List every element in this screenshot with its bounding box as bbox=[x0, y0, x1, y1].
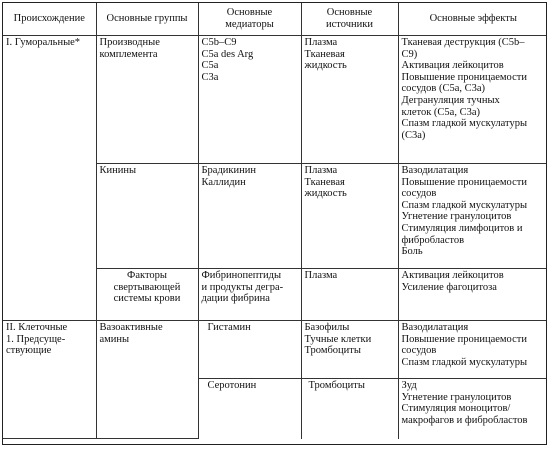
mediators-cell bbox=[198, 164, 301, 269]
mediators-cell bbox=[198, 379, 301, 439]
group-cell bbox=[96, 321, 198, 439]
mediator-line: C5a des Arg bbox=[201, 48, 254, 60]
mediators-cell bbox=[198, 269, 301, 321]
effect-line: Боль bbox=[401, 246, 423, 258]
effects-cell bbox=[398, 269, 547, 321]
effect-line: Активация лейкоцитов bbox=[401, 60, 504, 72]
source-line: Плазма bbox=[304, 37, 338, 48]
source-line: Плазма bbox=[304, 270, 338, 281]
sources-cell bbox=[301, 379, 398, 439]
group-line: комплемента bbox=[99, 48, 158, 60]
header-mediators-text: Основные медиаторы bbox=[225, 7, 274, 30]
group-line: Факторы bbox=[127, 270, 167, 281]
sources-cell bbox=[301, 164, 398, 269]
mediator-line: C5b–C9 bbox=[201, 37, 237, 48]
effect-line: Стимуляция моноцитов/ bbox=[401, 403, 511, 415]
effect-line: Зуд bbox=[401, 380, 417, 391]
source-line: жидкость bbox=[304, 188, 347, 200]
header-mediators bbox=[198, 3, 301, 36]
origin-text: I. Гуморальные* bbox=[6, 37, 81, 48]
effect-line: Угнетение гранулоцитов bbox=[401, 391, 512, 403]
effect-line: Повышение проницаемости bbox=[401, 176, 527, 188]
mediator-line: дации фибрина bbox=[201, 293, 270, 305]
effect-line: Усиление фагоцитоза bbox=[401, 281, 497, 293]
group-line: Вазоактивные bbox=[99, 322, 163, 333]
header-groups-text: Основные группы bbox=[106, 13, 188, 25]
effect-line: Повышение проницаемости bbox=[401, 333, 527, 345]
source-line: жидкость bbox=[304, 60, 347, 72]
sources-cell bbox=[301, 269, 398, 321]
effect-line: Тканевая деструкция (C5b– bbox=[401, 37, 525, 48]
effect-line: сосудов bbox=[401, 345, 437, 357]
header-row bbox=[3, 3, 547, 36]
group-cell bbox=[96, 164, 198, 269]
effect-line: Повышение проницаемости bbox=[401, 71, 527, 83]
effect-line: Угнетение гранулоцитов bbox=[401, 211, 512, 223]
effect-line: фибробластов bbox=[401, 234, 465, 246]
effect-line: клеток (C5a, C3a) bbox=[401, 106, 480, 118]
header-sources-text: Основные источники bbox=[326, 7, 373, 30]
origin-line: 1. Предсуще- bbox=[6, 333, 66, 345]
group-cell bbox=[96, 269, 198, 321]
effect-line: Стимуляция лимфоцитов и bbox=[401, 222, 523, 234]
table-frame bbox=[2, 2, 547, 445]
mediators-table bbox=[3, 3, 547, 439]
origin-cell-humoral bbox=[3, 36, 96, 321]
group-line: амины bbox=[99, 333, 130, 345]
effect-line: сосудов bbox=[401, 188, 437, 200]
mediator-line: C5a bbox=[201, 60, 219, 72]
table-row bbox=[3, 321, 547, 379]
origin-cell-cellular bbox=[3, 321, 96, 439]
source-line: Тучные клетки bbox=[304, 333, 372, 345]
effect-line: Активация лейкоцитов bbox=[401, 270, 504, 281]
mediator-line: Каллидин bbox=[201, 176, 246, 188]
mediator-line: C3a bbox=[201, 71, 219, 83]
mediator-line: Фибринопептиды bbox=[201, 270, 281, 281]
header-sources bbox=[301, 3, 398, 36]
effect-line: Спазм гладкой мускулатуры bbox=[401, 199, 528, 211]
header-groups bbox=[96, 3, 198, 36]
effects-cell bbox=[398, 164, 547, 269]
source-line: Базофилы bbox=[304, 322, 350, 333]
header-effects: Основные эффекты bbox=[398, 3, 547, 36]
effect-line: Вазодилатация bbox=[401, 322, 469, 333]
effect-line: (C3a) bbox=[401, 129, 426, 141]
table-row bbox=[3, 36, 547, 164]
group-line: системы крови bbox=[113, 293, 181, 305]
mediators-cell bbox=[198, 321, 301, 379]
origin-line: ствующие bbox=[6, 345, 52, 357]
group-line: свертывающей bbox=[113, 281, 181, 293]
effects-cell bbox=[398, 379, 547, 439]
effect-line: Спазм гладкой мускулатуры bbox=[401, 118, 528, 130]
source-line: Тканевая bbox=[304, 176, 345, 188]
effect-line: C9) bbox=[401, 48, 418, 60]
source-line: Тромбоциты bbox=[304, 345, 361, 357]
source-line: Тканевая bbox=[304, 48, 345, 60]
effect-line: Дегрануляция тучных bbox=[401, 94, 500, 106]
effect-line: макрофагов и фибробластов bbox=[401, 414, 528, 426]
effect-line: Спазм гладкой мускулатуры bbox=[401, 356, 528, 368]
mediators-cell bbox=[198, 36, 301, 164]
source-line: Тромбоциты bbox=[308, 380, 365, 391]
group-line: Кинины bbox=[99, 165, 137, 176]
group-cell bbox=[96, 36, 198, 164]
effects-cell bbox=[398, 36, 547, 164]
effect-line: сосудов (C5a, C3a) bbox=[401, 83, 486, 95]
mediator-line: Брадикинин bbox=[201, 165, 256, 176]
origin-line: II. Клеточные bbox=[6, 322, 68, 333]
mediator-line: и продукты дегра- bbox=[201, 281, 284, 293]
sources-cell bbox=[301, 321, 398, 379]
sources-cell bbox=[301, 36, 398, 164]
mediator-line: Гистамин bbox=[207, 322, 251, 333]
mediator-line: Серотонин bbox=[207, 380, 257, 391]
source-line: Плазма bbox=[304, 165, 338, 176]
effect-line: Вазодилатация bbox=[401, 165, 469, 176]
effects-cell bbox=[398, 321, 547, 379]
group-line: Производные bbox=[99, 37, 160, 48]
header-origin: Происхождение bbox=[3, 3, 96, 36]
